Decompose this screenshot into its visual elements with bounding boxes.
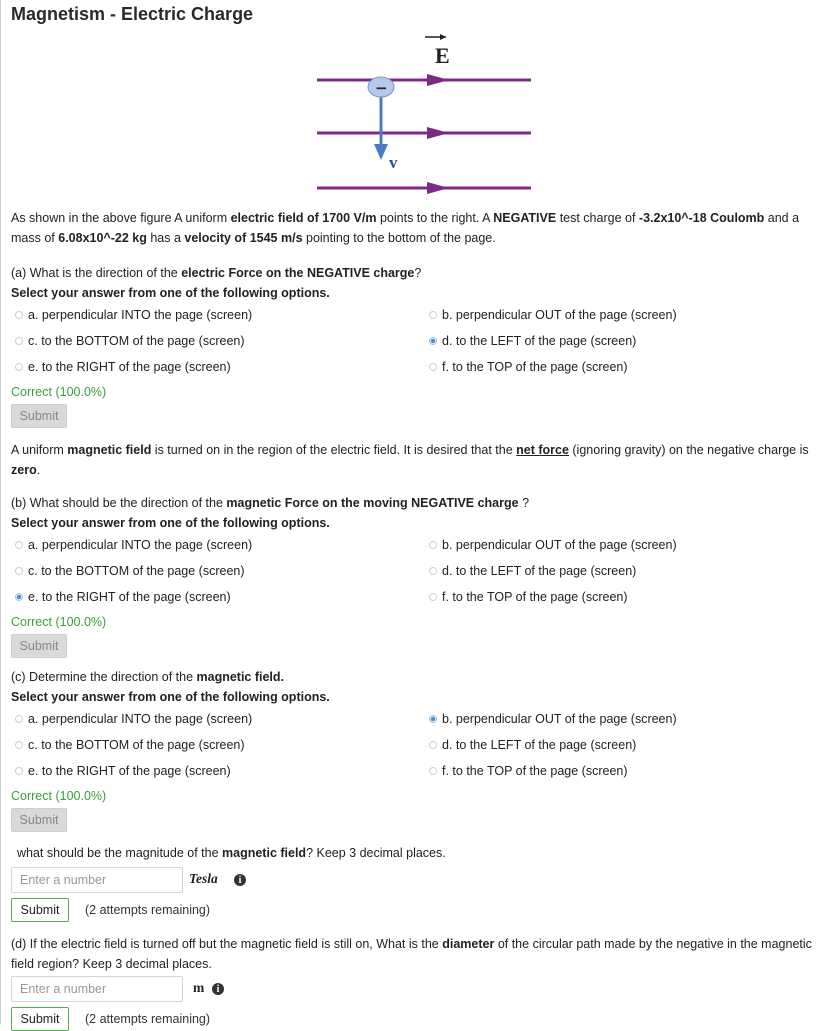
option-f-top[interactable]: f. to the TOP of the page (screen) — [429, 764, 628, 778]
question-d-prompt: (d) If the electric field is turned off but the magnetic field is still on, What is the diameter of the circular path made by the negative in the magnetic field region? Keep 3 decimal places. — [11, 937, 812, 971]
radio-a[interactable] — [15, 715, 23, 723]
radio-e[interactable] — [15, 363, 23, 371]
option-c-bottom[interactable]: c. to the BOTTOM of the page (screen) — [15, 738, 245, 752]
radio-f[interactable] — [429, 593, 437, 601]
question-b-feedback: Correct (100.0%) — [11, 615, 107, 629]
question-b-prompt: (b) What should be the direction of the magnetic Force on the moving NEGATIVE charge ? — [11, 496, 530, 510]
radio-e-selected[interactable] — [15, 593, 23, 601]
option-b-out-of-page[interactable]: b. perpendicular OUT of the page (screen) — [429, 308, 677, 322]
option-b-out-of-page[interactable]: b. perpendicular OUT of the page (screen) — [429, 712, 677, 726]
radio-c[interactable] — [15, 337, 23, 345]
radio-f[interactable] — [429, 767, 437, 775]
option-f-top[interactable]: f. to the TOP of the page (screen) — [429, 590, 628, 604]
question-a-feedback: Correct (100.0%) — [11, 385, 107, 399]
radio-a[interactable] — [15, 541, 23, 549]
option-d-left[interactable]: d. to the LEFT of the page (screen) — [429, 564, 636, 578]
intro-paragraph: As shown in the above figure A uniform electric field of 1700 V/m points to the right. A NEGATIVE test charge of -3.2x10^-18 Coulomb and a mass of 6.08x10^-22 kg has a velocity of 1545 m/s pointing to the bottom of the page. — [11, 211, 800, 245]
radio-c[interactable] — [15, 567, 23, 575]
magnitude-submit-button[interactable]: Submit — [11, 898, 69, 922]
field-label-vector-head — [440, 34, 446, 40]
page-title: Magnetism - Electric Charge — [11, 4, 254, 24]
radio-d[interactable] — [429, 567, 437, 575]
option-d-left[interactable]: d. to the LEFT of the page (screen) — [429, 738, 636, 752]
option-a-into-page[interactable]: a. perpendicular INTO the page (screen) — [15, 538, 252, 552]
question-a-prompt: (a) What is the direction of the electric Force on the NEGATIVE charge? — [11, 266, 422, 280]
question-b-submit-button[interactable]: Submit — [11, 634, 67, 658]
option-e-right[interactable]: e. to the RIGHT of the page (screen) — [15, 764, 231, 778]
question-a-submit-button[interactable]: Submit — [11, 404, 67, 428]
field-arrow-1 — [427, 74, 449, 86]
field-label: E — [435, 43, 450, 68]
option-a-into-page[interactable]: a. perpendicular INTO the page (screen) — [15, 712, 252, 726]
question-c-feedback: Correct (100.0%) — [11, 789, 107, 803]
option-e-right[interactable]: e. to the RIGHT of the page (screen) — [15, 360, 231, 374]
diameter-attempts-remaining: (2 attempts remaining) — [85, 1012, 211, 1026]
magnetic-field-input[interactable] — [11, 867, 183, 893]
info-icon[interactable]: i — [234, 874, 246, 886]
option-f-top[interactable]: f. to the TOP of the page (screen) — [429, 360, 628, 374]
magnetic-field-paragraph: A uniform magnetic field is turned on in the region of the electric field. It is desired that the net force (ignoring gravity) on the negative charge is zero. — [11, 443, 809, 477]
diameter-input[interactable] — [11, 976, 183, 1002]
radio-e[interactable] — [15, 767, 23, 775]
tesla-unit-label: Tesla — [189, 871, 218, 886]
meter-unit-label: m — [193, 980, 205, 995]
velocity-arrow-head — [374, 144, 388, 160]
magnitude-question-prompt: what should be the magnitude of the magnetic field? Keep 3 decimal places. — [17, 846, 446, 860]
radio-d[interactable] — [429, 741, 437, 749]
question-c-instruction: Select your answer from one of the following options. — [11, 690, 330, 704]
radio-a[interactable] — [15, 311, 23, 319]
radio-b[interactable] — [429, 311, 437, 319]
option-c-bottom[interactable]: c. to the BOTTOM of the page (screen) — [15, 334, 245, 348]
field-diagram — [301, 28, 541, 196]
option-c-bottom[interactable]: c. to the BOTTOM of the page (screen) — [15, 564, 245, 578]
option-d-left[interactable]: d. to the LEFT of the page (screen) — [429, 334, 636, 348]
radio-c[interactable] — [15, 741, 23, 749]
option-b-out-of-page[interactable]: b. perpendicular OUT of the page (screen) — [429, 538, 677, 552]
magnitude-attempts-remaining: (2 attempts remaining) — [85, 903, 211, 917]
info-icon[interactable]: i — [212, 983, 224, 995]
radio-f[interactable] — [429, 363, 437, 371]
option-a-into-page[interactable]: a. perpendicular INTO the page (screen) — [15, 308, 252, 322]
charge-sign: − — [375, 79, 388, 97]
question-c-submit-button[interactable]: Submit — [11, 808, 67, 832]
diameter-submit-button[interactable]: Submit — [11, 1007, 69, 1031]
radio-b[interactable] — [429, 541, 437, 549]
radio-b-selected[interactable] — [429, 715, 437, 723]
option-e-right[interactable]: e. to the RIGHT of the page (screen) — [15, 590, 231, 604]
field-arrow-2 — [427, 127, 449, 139]
velocity-label: v — [389, 153, 398, 172]
radio-d-selected[interactable] — [429, 337, 437, 345]
question-c-prompt: (c) Determine the direction of the magnetic field. — [11, 670, 285, 684]
question-a-instruction: Select your answer from one of the following options. — [11, 286, 330, 300]
field-arrow-3 — [427, 182, 449, 194]
question-b-instruction: Select your answer from one of the following options. — [11, 516, 330, 530]
